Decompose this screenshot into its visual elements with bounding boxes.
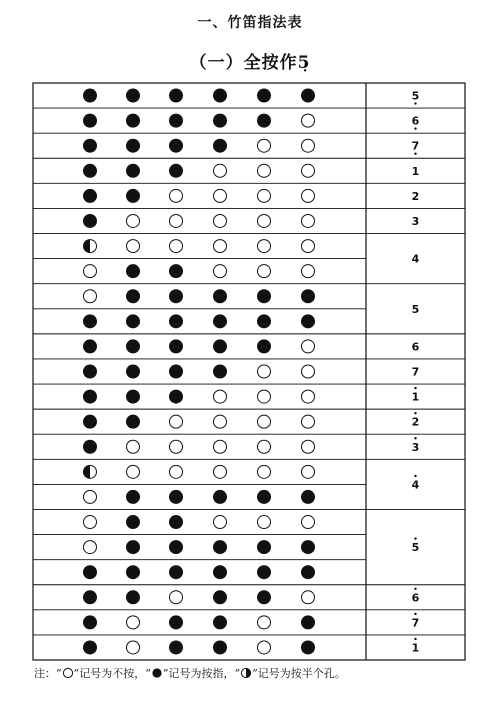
hole-closed xyxy=(213,339,227,353)
half-hole-icon xyxy=(240,667,252,679)
octave-dot-above xyxy=(414,412,416,414)
hole-closed xyxy=(257,540,271,554)
note-label: 5 xyxy=(411,541,420,555)
hole-open xyxy=(302,340,315,353)
note-half-text: ”记号为按半个孔。 xyxy=(252,667,346,680)
hole-closed xyxy=(301,540,315,554)
octave-dot-above xyxy=(414,537,416,539)
note-label: 7 xyxy=(411,365,420,379)
hole-closed xyxy=(169,515,183,529)
hole-open xyxy=(258,641,271,654)
note-label: 6 xyxy=(411,114,420,128)
hole-open xyxy=(214,415,227,428)
hole-open xyxy=(302,390,315,403)
hole-open xyxy=(302,591,315,604)
hole-closed xyxy=(257,114,271,128)
hole-open xyxy=(170,591,183,604)
hole-closed xyxy=(169,390,183,404)
hole-open xyxy=(170,440,183,453)
hole-half-fill xyxy=(84,465,91,478)
hole-open xyxy=(214,164,227,177)
hole-open xyxy=(302,139,315,152)
hole-open xyxy=(302,164,315,177)
hole-closed xyxy=(169,289,183,303)
note-label: 1 xyxy=(411,641,420,655)
note-label: 4 xyxy=(411,252,420,266)
octave-dot-above xyxy=(414,475,416,477)
octave-dot-above xyxy=(414,588,416,590)
hole-closed xyxy=(169,565,183,579)
hole-open xyxy=(84,265,97,278)
note-label: 7 xyxy=(411,616,420,630)
hole-closed xyxy=(169,139,183,153)
hole-closed xyxy=(213,89,227,103)
hole-open xyxy=(127,616,140,629)
hole-closed xyxy=(169,264,183,278)
hole-closed xyxy=(169,615,183,629)
hole-closed xyxy=(83,415,97,429)
hole-closed xyxy=(213,590,227,604)
hole-closed xyxy=(83,164,97,178)
hole-closed xyxy=(83,365,97,379)
hole-open xyxy=(258,616,271,629)
hole-closed xyxy=(126,515,140,529)
note-prefix: 注：“ xyxy=(34,667,62,680)
hole-closed xyxy=(257,590,271,604)
note-closed-text: ”记号为按指，“ xyxy=(162,667,241,680)
hole-open xyxy=(302,114,315,127)
hole-closed xyxy=(257,89,271,103)
hole-open xyxy=(302,265,315,278)
hole-closed xyxy=(83,590,97,604)
hole-closed xyxy=(83,615,97,629)
hole-closed xyxy=(126,89,140,103)
hole-open xyxy=(258,139,271,152)
hole-closed xyxy=(83,390,97,404)
hole-open xyxy=(84,490,97,503)
hole-closed xyxy=(213,640,227,654)
hole-closed xyxy=(126,390,140,404)
hole-open xyxy=(258,365,271,378)
hole-open xyxy=(302,365,315,378)
hole-closed xyxy=(301,314,315,328)
hole-open xyxy=(214,265,227,278)
hole-closed xyxy=(126,139,140,153)
hole-closed xyxy=(83,189,97,203)
note-label: 5 xyxy=(411,302,420,316)
hole-closed xyxy=(257,339,271,353)
open-hole-icon xyxy=(62,667,74,679)
hole-closed xyxy=(126,264,140,278)
note-label: 3 xyxy=(411,440,420,454)
hole-closed xyxy=(301,289,315,303)
hole-closed xyxy=(126,164,140,178)
hole-closed xyxy=(213,365,227,379)
hole-closed xyxy=(126,114,140,128)
hole-open xyxy=(84,290,97,303)
hole-closed xyxy=(301,615,315,629)
hole-open xyxy=(214,240,227,253)
hole-closed xyxy=(126,540,140,554)
hole-open xyxy=(170,465,183,478)
hole-open xyxy=(302,415,315,428)
hole-closed xyxy=(213,490,227,504)
hole-closed xyxy=(169,540,183,554)
hole-closed xyxy=(83,314,97,328)
hole-closed xyxy=(126,590,140,604)
hole-open xyxy=(170,240,183,253)
hole-closed xyxy=(83,139,97,153)
octave-dot-below xyxy=(414,127,416,129)
hole-closed xyxy=(169,114,183,128)
hole-open xyxy=(258,440,271,453)
hole-closed xyxy=(169,339,183,353)
hole-closed xyxy=(126,565,140,579)
hole-closed xyxy=(83,565,97,579)
hole-closed xyxy=(83,339,97,353)
hole-closed xyxy=(301,640,315,654)
note-label: 7 xyxy=(411,139,420,153)
note-label: 5 xyxy=(411,89,420,103)
hole-open xyxy=(258,415,271,428)
hole-open xyxy=(258,265,271,278)
hole-closed xyxy=(169,640,183,654)
hole-closed xyxy=(257,314,271,328)
octave-dot-above xyxy=(414,387,416,389)
hole-open xyxy=(84,516,97,529)
hole-open xyxy=(170,415,183,428)
hole-open xyxy=(302,465,315,478)
hole-closed xyxy=(169,89,183,103)
hole-closed xyxy=(126,314,140,328)
hole-closed xyxy=(169,314,183,328)
hole-open xyxy=(214,516,227,529)
hole-closed xyxy=(213,615,227,629)
octave-dot-above xyxy=(414,638,416,640)
note-label: 1 xyxy=(411,164,420,178)
hole-closed xyxy=(169,490,183,504)
hole-open xyxy=(214,440,227,453)
closed-hole-icon xyxy=(151,667,163,679)
hole-closed xyxy=(213,314,227,328)
hole-open xyxy=(127,240,140,253)
hole-closed xyxy=(169,164,183,178)
note-label: 2 xyxy=(411,189,420,203)
hole-closed xyxy=(213,114,227,128)
hole-closed xyxy=(126,365,140,379)
hole-open xyxy=(258,189,271,202)
note-label: 1 xyxy=(411,390,420,404)
hole-closed xyxy=(257,289,271,303)
hole-closed xyxy=(257,565,271,579)
hole-closed xyxy=(169,365,183,379)
section-subtitle: （一）全按作5̣ xyxy=(189,53,311,73)
note-label: 6 xyxy=(411,591,420,605)
hole-closed xyxy=(126,415,140,429)
hole-open xyxy=(302,189,315,202)
hole-open xyxy=(302,240,315,253)
hole-closed xyxy=(126,339,140,353)
hole-open xyxy=(84,541,97,554)
hole-closed xyxy=(83,640,97,654)
note-label: 4 xyxy=(411,478,420,492)
hole-open xyxy=(127,641,140,654)
hole-closed xyxy=(126,189,140,203)
note-label: 2 xyxy=(411,415,420,429)
hole-closed xyxy=(213,289,227,303)
hole-open xyxy=(170,189,183,202)
hole-open xyxy=(258,214,271,227)
hole-open xyxy=(127,214,140,227)
hole-open xyxy=(258,516,271,529)
hole-open xyxy=(258,390,271,403)
octave-dot-below xyxy=(414,153,416,155)
hole-open xyxy=(127,465,140,478)
page-title: 一、竹笛指法表 xyxy=(197,15,303,31)
octave-dot-above xyxy=(414,437,416,439)
legend-note xyxy=(34,665,474,681)
hole-closed xyxy=(83,214,97,228)
hole-open xyxy=(127,440,140,453)
hole-closed xyxy=(126,289,140,303)
hole-closed xyxy=(301,89,315,103)
hole-closed xyxy=(213,540,227,554)
note-label: 3 xyxy=(411,214,420,228)
octave-dot-above xyxy=(414,613,416,615)
hole-closed xyxy=(83,114,97,128)
hole-open xyxy=(258,465,271,478)
hole-open xyxy=(214,214,227,227)
hole-open xyxy=(214,465,227,478)
hole-open xyxy=(302,440,315,453)
hole-closed xyxy=(213,139,227,153)
hole-closed xyxy=(213,565,227,579)
hole-open xyxy=(214,390,227,403)
table-frame xyxy=(33,83,465,660)
hole-closed xyxy=(126,490,140,504)
hole-open xyxy=(302,516,315,529)
hole-open xyxy=(258,240,271,253)
hole-closed xyxy=(301,490,315,504)
hole-open xyxy=(170,214,183,227)
hole-closed xyxy=(83,440,97,454)
note-label: 6 xyxy=(411,340,420,354)
note-open-text: ”记号为不按，“ xyxy=(73,667,151,680)
hole-open xyxy=(302,214,315,227)
hole-open xyxy=(258,164,271,177)
hole-open xyxy=(214,189,227,202)
octave-dot-below xyxy=(414,102,416,104)
hole-half-fill xyxy=(84,240,91,253)
hole-closed xyxy=(301,565,315,579)
hole-closed xyxy=(257,490,271,504)
hole-closed xyxy=(83,89,97,103)
